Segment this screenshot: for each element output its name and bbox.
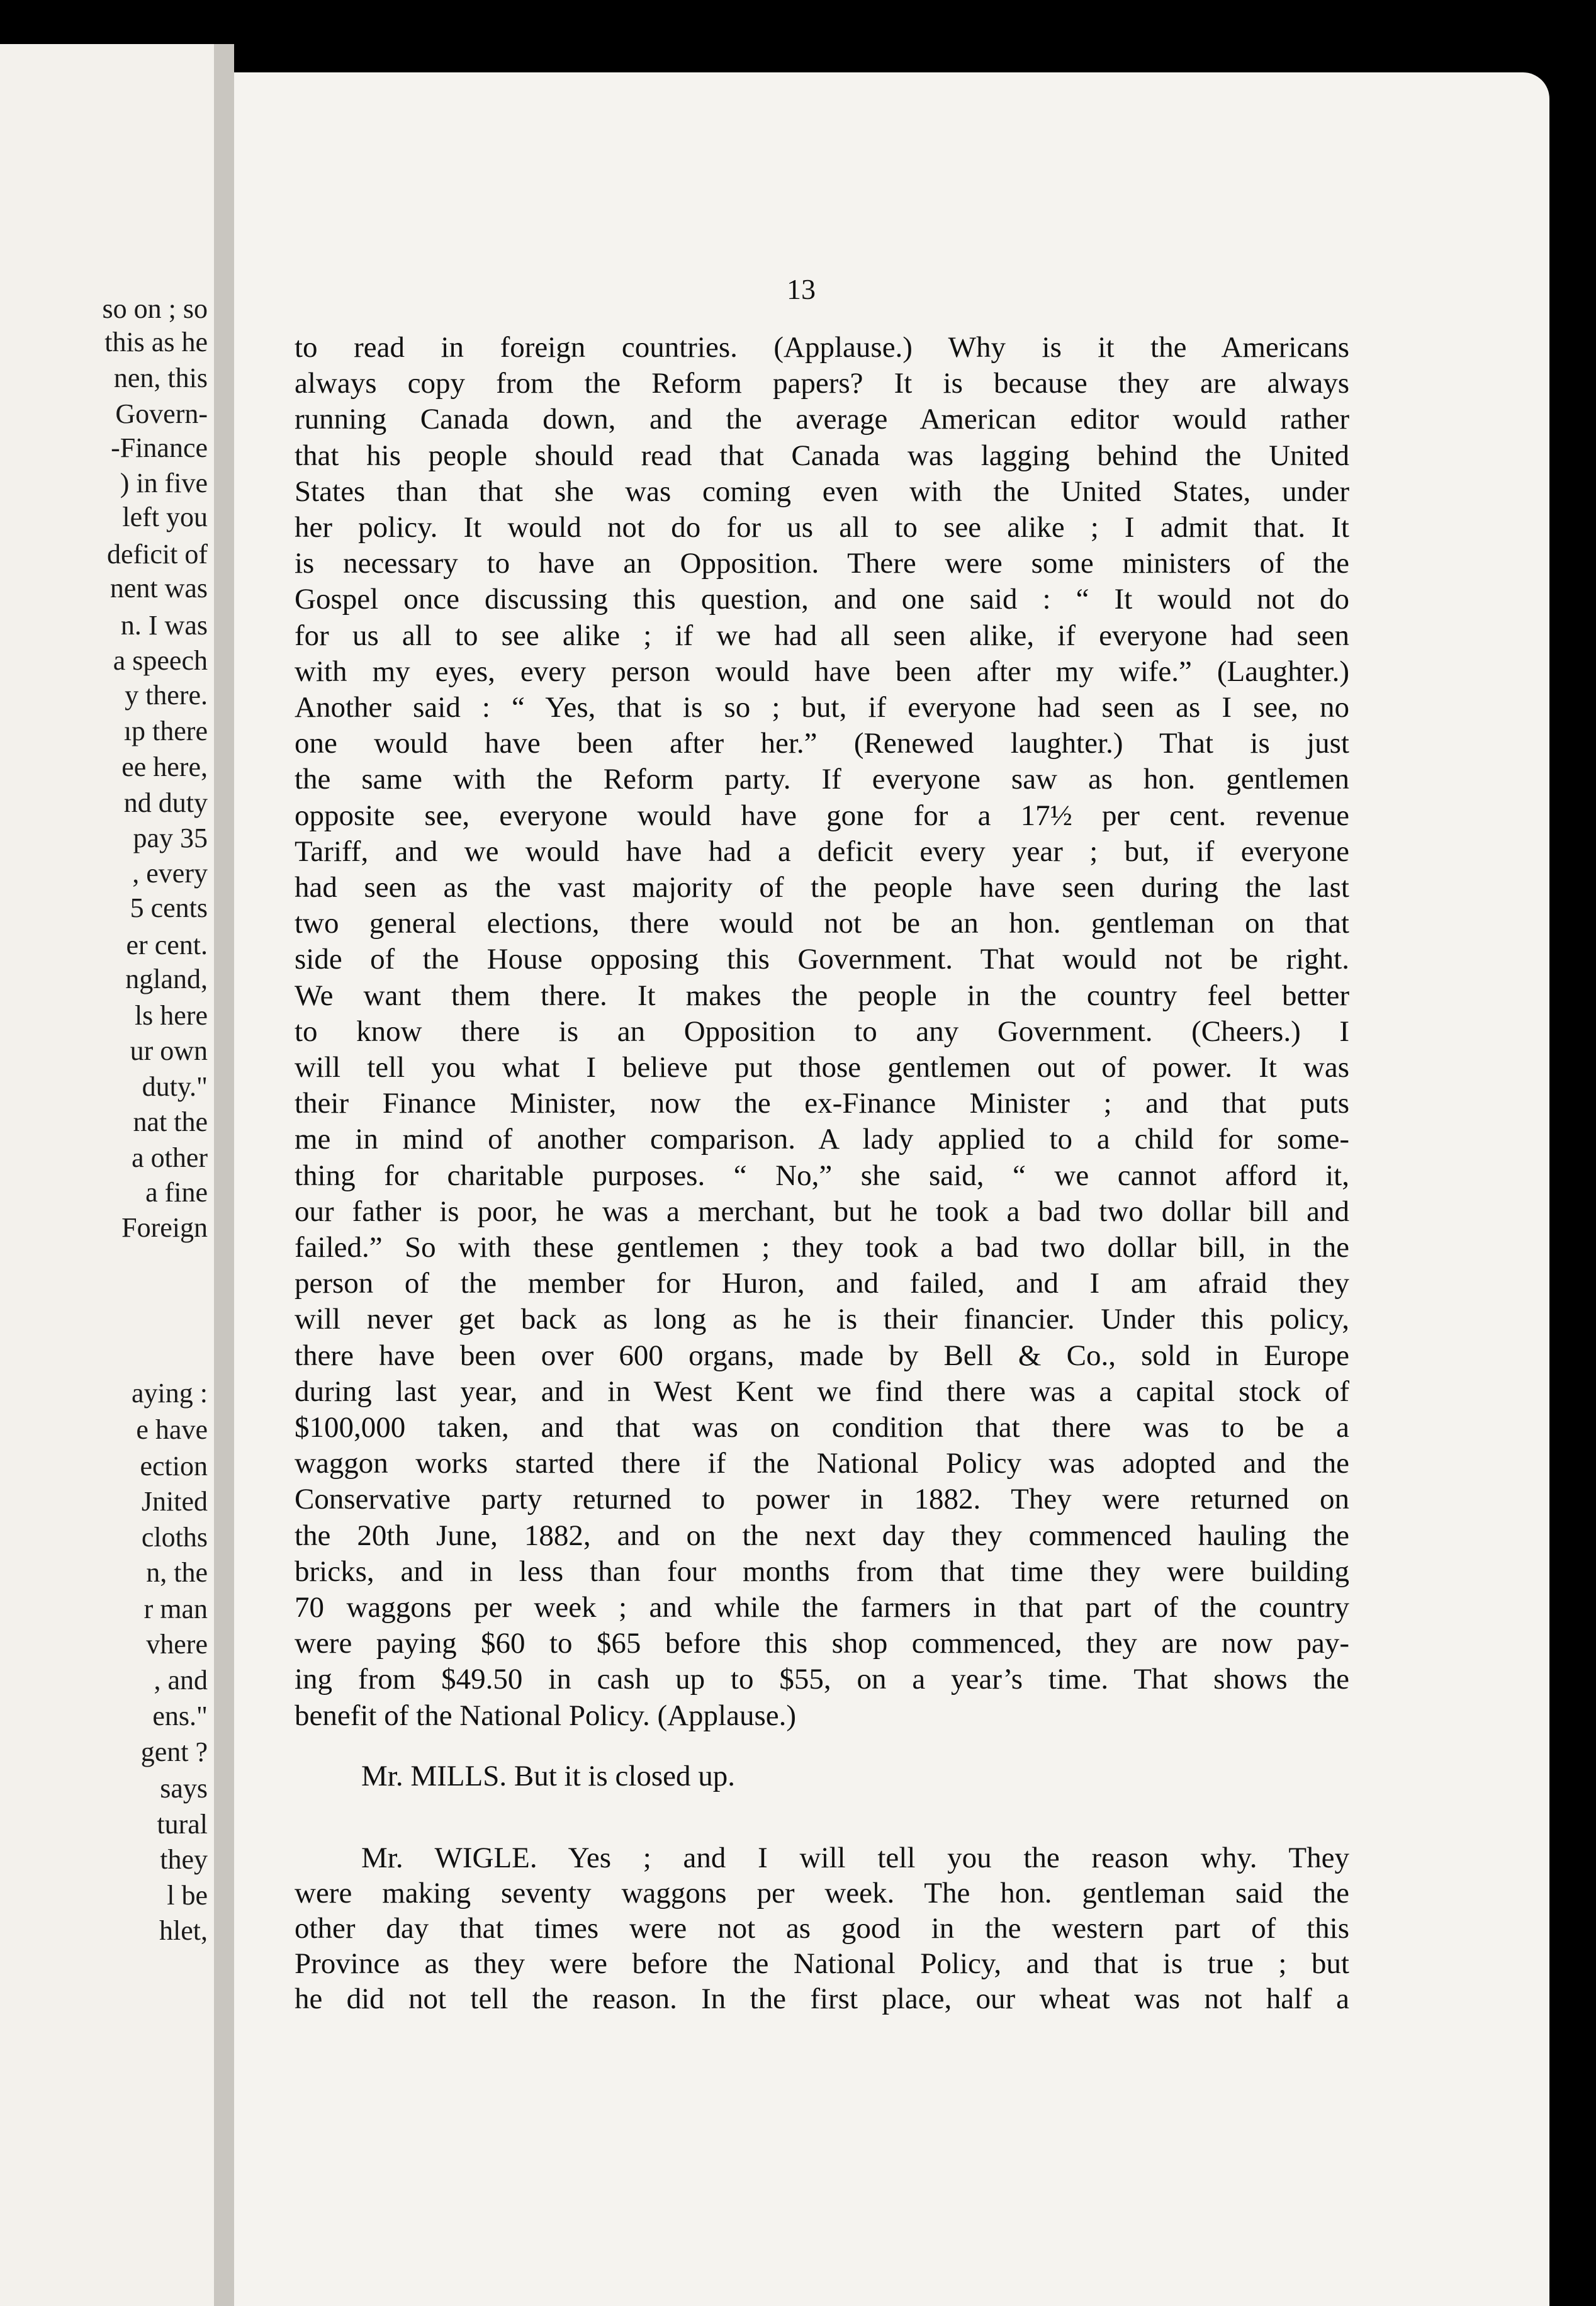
left-page-fragment: left you (122, 502, 208, 532)
body-text-line: failed.” So with these gentlemen ; they took a bad two dollar bill, in the (295, 1231, 1349, 1264)
left-page-fragment: ee here, (121, 751, 208, 782)
left-page-fragment: , every (132, 858, 208, 889)
left-page-fragment: pay 35 (133, 823, 208, 853)
left-page-fragment: ) in five (120, 468, 208, 498)
body-text-line: running Canada down, and the average American editor would rather (295, 403, 1349, 436)
left-page-fragment: n, the (146, 1557, 208, 1588)
left-page-fragment: ls here (134, 1000, 208, 1031)
body-text-line: person of the member for Huron, and failed, and I am afraid they (295, 1267, 1349, 1300)
left-page-fragment: hlet, (159, 1915, 208, 1946)
left-page-fragment: l be (167, 1880, 208, 1911)
left-page-fragment: says (160, 1773, 208, 1804)
book-gutter (214, 44, 234, 2306)
body-text-line: 70 waggons per week ; and while the farmers in that part of the country (295, 1591, 1349, 1624)
body-text-line: to read in foreign countries. (Applause.) Why is it the Americans (295, 331, 1349, 364)
left-page-fragment: ection (140, 1451, 208, 1482)
body-text-line: States than that she was coming even with the United States, under (295, 475, 1349, 508)
body-text-line: for us all to see alike ; if we had all seen alike, if everyone had seen (295, 619, 1349, 652)
left-page-fragment: duty." (142, 1071, 208, 1102)
left-page-fragment: er cent. (126, 930, 208, 960)
body-text-line: with my eyes, every person would have been after my wife.” (Laughter.) (295, 655, 1349, 688)
body-text-line: to know there is an Opposition to any Government. (Cheers.) I (295, 1015, 1349, 1048)
left-page-fragment: r man (143, 1594, 208, 1624)
body-text-line: We want them there. It makes the people in the country feel better (295, 979, 1349, 1012)
left-page-fragment: nd duty (123, 787, 208, 818)
body-text-line: bricks, and in less than four months from that time they were building (295, 1555, 1349, 1588)
left-page-fragment: gent ? (140, 1736, 208, 1767)
left-page-fragment: Foreign (121, 1212, 208, 1243)
body-text-line: were making seventy waggons per week. The hon. gentleman said the (295, 1877, 1349, 1909)
left-page-fragment: nat the (133, 1106, 208, 1137)
body-text-line: $100,000 taken, and that was on condition that there was to be a (295, 1411, 1349, 1444)
body-text-line: the 20th June, 1882, and on the next day they commenced hauling the (295, 1519, 1349, 1552)
left-page-edge (0, 44, 214, 2306)
left-page-fragment: deficit of (106, 539, 208, 570)
body-text-line: during last year, and in West Kent we find there was a capital stock of (295, 1375, 1349, 1408)
body-text-line: there have been over 600 organs, made by Bell & Co., sold in Europe (295, 1339, 1349, 1372)
document-page (234, 72, 1549, 2306)
speaker-line-mills: Mr. MILLS. But it is closed up. (361, 1760, 736, 1792)
left-page-fragment: ıp there (123, 716, 208, 746)
left-page-fragment: -Finance (111, 432, 208, 463)
left-page-fragment: cloths (141, 1522, 208, 1553)
left-page-fragment: ngland, (125, 964, 208, 994)
body-text-line: side of the House opposing this Government. That would not be right. (295, 943, 1349, 976)
body-text-line: had seen as the vast majority of the people have seen during the last (295, 871, 1349, 904)
body-text-line: me in mind of another comparison. A lady applied to a child for some- (295, 1123, 1349, 1156)
body-text-line: he did not tell the reason. In the first place, our wheat was not half a (295, 1983, 1349, 2015)
left-page-text-fragments (0, 44, 208, 2306)
left-page-fragment: y there. (125, 680, 208, 711)
left-page-fragment: 5 cents (130, 892, 208, 923)
left-page-fragment: so on ; so (102, 293, 208, 324)
body-text-line: always copy from the Reform papers? It is because they are always (295, 367, 1349, 400)
left-page-fragment: e have (136, 1414, 208, 1445)
body-text-line: ing from $49.50 in cash up to $55, on a year’s time. That shows the (295, 1663, 1349, 1696)
body-text-line: Gospel once discussing this question, and one said : “ It would not do (295, 583, 1349, 616)
left-page-fragment: nen, this (113, 363, 208, 393)
body-text-line: other day that times were not as good in the western part of this (295, 1912, 1349, 1945)
body-text-line: benefit of the National Policy. (Applause.) (295, 1699, 797, 1732)
body-text-line: our father is poor, he was a merchant, but he took a bad two dollar bill and (295, 1195, 1349, 1228)
left-page-fragment: ur own (130, 1035, 208, 1066)
body-text-line: opposite see, everyone would have gone for a 17½ per cent. revenue (295, 799, 1349, 832)
body-text-line: Another said : “ Yes, that is so ; but, if everyone had seen as I see, no (295, 691, 1349, 724)
speaker-line-wigle: Mr. WIGLE. Yes ; and I will tell you the reason why. They (361, 1842, 1349, 1874)
body-text-line: waggon works started there if the National Policy was adopted and the (295, 1447, 1349, 1480)
left-page-fragment: this as he (104, 327, 208, 357)
page-number: 13 (787, 273, 816, 305)
left-page-fragment: they (160, 1844, 208, 1875)
body-text-line: one would have been after her.” (Renewed laughter.) That is just (295, 727, 1349, 760)
left-page-fragment: , and (154, 1665, 208, 1696)
body-text-line: her policy. It would not do for us all to see alike ; I admit that. It (295, 511, 1349, 544)
left-page-fragment: Govern- (115, 398, 208, 429)
body-text-line: their Finance Minister, now the ex-Finance Minister ; and that puts (295, 1087, 1349, 1120)
left-page-fragment: a speech (113, 645, 208, 676)
body-text-line: two general elections, there would not be an hon. gentleman on that (295, 907, 1349, 940)
left-page-fragment: vhere (146, 1629, 208, 1660)
body-text-line: were paying $60 to $65 before this shop commenced, they are now pay- (295, 1627, 1349, 1660)
left-page-fragment: a other (132, 1142, 208, 1173)
left-page-fragment: n. I was (120, 610, 208, 641)
body-text-line: Conservative party returned to power in 1882. They were returned on (295, 1483, 1349, 1516)
body-text-line: Tariff, and we would have had a deficit every year ; but, if everyone (295, 835, 1349, 868)
body-text-line: thing for charitable purposes. “ No,” she said, “ we cannot afford it, (295, 1159, 1349, 1192)
left-page-fragment: nent was (110, 573, 208, 604)
left-page-fragment: Jnited (141, 1486, 208, 1517)
left-page-fragment: ens." (152, 1701, 208, 1731)
left-page-fragment: tural (157, 1809, 208, 1840)
body-text-line: will tell you what I believe put those gentlemen out of power. It was (295, 1051, 1349, 1084)
body-text-line: will never get back as long as he is their financier. Under this policy, (295, 1303, 1349, 1336)
left-page-fragment: a fine (145, 1177, 208, 1208)
body-text-line: the same with the Reform party. If everyone saw as hon. gentlemen (295, 763, 1349, 796)
left-page-fragment: aying : (132, 1378, 208, 1409)
body-text-line: that his people should read that Canada was lagging behind the United (295, 439, 1349, 472)
body-text-line: Province as they were before the National Policy, and that is true ; but (295, 1947, 1349, 1980)
body-text-line: is necessary to have an Opposition. There were some ministers of the (295, 547, 1349, 580)
